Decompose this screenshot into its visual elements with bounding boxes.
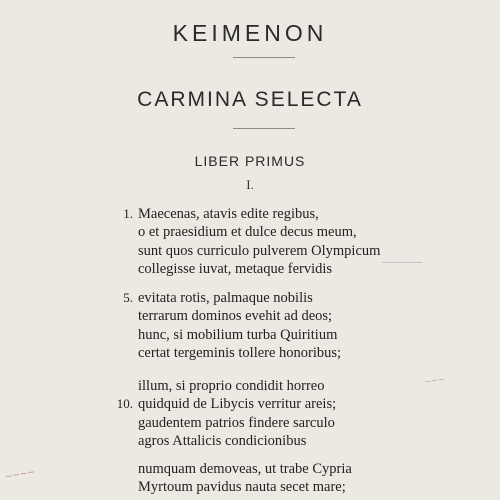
pencil-annotation: ~~~ (423, 374, 445, 387)
stanza-2 (123, 289, 458, 363)
stanza-3 (116, 374, 458, 451)
verse-line (138, 478, 458, 496)
stanza-4 (138, 460, 458, 497)
verse-text: Myrtoum pavidus nauta secet mare; (138, 479, 346, 496)
collection-divider (233, 128, 295, 129)
verse-text: terrarum dominos evehit ad deos; (138, 308, 333, 325)
line-number: 1. (123, 206, 133, 221)
verse-text: certat tergeminis tollere honoribus; (138, 345, 342, 362)
verse-line (123, 205, 458, 223)
verse-text: illum, si proprio condidit horreo (138, 378, 325, 394)
verse-line (138, 374, 458, 395)
verse-text: collegisse iuvat, metaque fervidis (138, 261, 333, 278)
verse-line (123, 289, 458, 307)
verse-line (138, 414, 458, 432)
verse-line (138, 307, 458, 325)
pencil-annotation: ~~~~ (4, 467, 36, 483)
verse-line (138, 432, 458, 450)
verse-line (138, 326, 458, 344)
title-divider (233, 57, 295, 58)
poem-number: I. (246, 177, 254, 192)
verse-text: gaudentem patrios findere sarculo (138, 414, 335, 431)
verse-line (138, 242, 458, 260)
verse-text: o et praesidium et dulce decus meum, (138, 224, 357, 241)
pencil-underline (382, 262, 422, 263)
line-number: 10. (116, 396, 133, 412)
verse-text: hunc, si mobilium turba Quiritium (138, 326, 338, 343)
verse-text: sunt quos curriculo pulverem Olympicum (138, 242, 381, 259)
verse-line (138, 223, 458, 241)
verse-line (138, 344, 458, 362)
verse-text: Maecenas, atavis edite regibus, (138, 206, 319, 222)
verse-line (116, 395, 458, 413)
verse-text: evitata rotis, palmaque nobilis (138, 290, 313, 306)
stanza-1 (123, 205, 458, 279)
running-title: KEIMENON (172, 20, 328, 46)
verse-text: agros Attalicis condicionibus (138, 433, 307, 450)
verse-text: numquam demoveas, ut trabe Cypria (138, 461, 352, 477)
collection-title: CARMINA SELECTA (137, 88, 363, 111)
line-number: 5. (123, 290, 133, 305)
book-title: LIBER PRIMUS (194, 153, 306, 169)
verse-line (138, 460, 458, 478)
verse-text: quidquid de Libycis verritur areis; (138, 396, 337, 413)
